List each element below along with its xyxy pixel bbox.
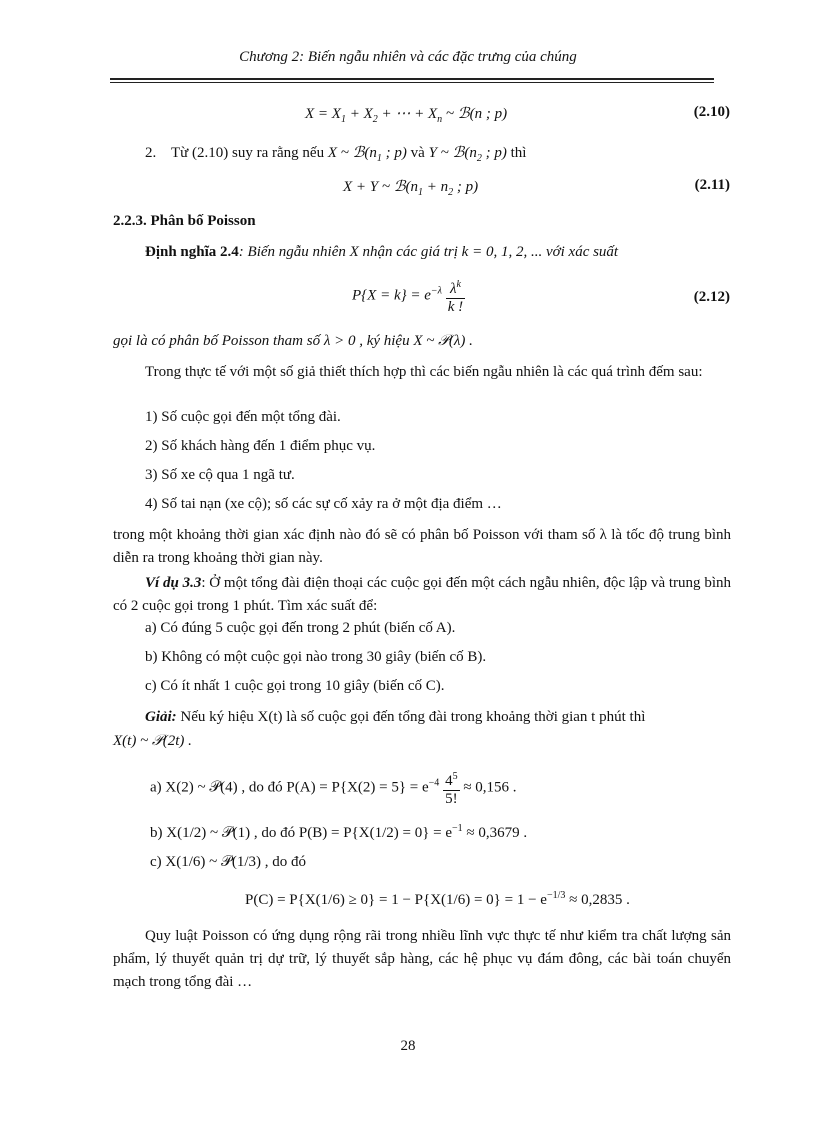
equation-number: (2.10) [693,104,730,120]
section-heading: 2.2.3. Phân bố Poisson [113,213,256,229]
equation-2-11: X + Y ~ $ℬ(n_1 + n_2$ ; p) [343,179,479,198]
solution-intro: Giải: Nếu ký hiệu X(t) là số cuộc gọi đến tổng đài trong khoảng thời gian t phút thì [145,709,646,725]
header-rule-thin [110,82,714,83]
example-item: b) Không có một cuộc gọi nào trong 30 giây (biến cố B). [145,649,487,665]
header-rule [110,78,714,80]
list-item: 4) Số tai nạn (xe cộ); số các sự cố xảy ra ở một địa điểm … [145,496,502,512]
definition-tail: gọi là có phân bố Poisson tham số λ > 0 , ký hiệu X ~ 𝒫(λ) . [113,333,473,349]
list-item: 1) Số cuộc gọi đến một tổng đài. [145,409,341,425]
equation-2-12: $P\{X = k\} = e^{-\lambda}$ $\frac{\lambda^k}{k !}$ [352,276,465,316]
solution-line: X(t) ~ 𝒫(2t) . [113,733,192,749]
equation-number: (2.11) [694,177,730,193]
solution-c: c) X(1/6) ~ 𝒫(1/3) , do đó [150,854,306,870]
list-item: 3) Số xe cộ qua 1 ngã tư. [145,467,295,483]
item-2: 2. Từ (2.10) suy ra rằng nếu X ~ $ℬ(n_1$ ; p) và Y ~ $ℬ(n_2$ ; p) thì [145,145,527,164]
closing-paragraph: Quy luật Poisson có ứng dụng rộng rãi trong nhiều lĩnh vực thực tế như kiểm tra chất lượng sản phẩm, lý thuyết quản trị dự trữ, lý thuyết sắp hàng, các hệ phục vụ đám đông, các bài toán chuyển mạch trong tổng đài … [113,928,731,990]
after-list-paragraph: trong một khoảng thời gian xác định nào đó sẽ có phân bố Poisson với tham số λ là tốc độ trung bình diễn ra trong khoảng thời gian này. [113,527,731,566]
solution-a: a) X(2) ~ 𝒫(4) , do đó $P(A) = P\{X(2) = 5\} = e^{-4}$ $\frac{4^5}{5!}$ ≈ 0,156 . [150,768,517,808]
equation-2-10: $X = X_1 + X_2$ + ⋯ + $X_n$ ~ ℬ(n ; p) [305,106,508,125]
example-3-3: Ví dụ 3.3: Ở một tổng đài điện thoại các cuộc gọi đến một cách ngẫu nhiên, độc lập và trung bình có 2 cuộc gọi trong 1 phút. Tìm xác suất để: [113,575,732,614]
running-header: Chương 2: Biến ngẫu nhiên và các đặc trưng của chúng [239,49,577,65]
solution-b: b) X(1/2) ~ 𝒫(1) , do đó $P(B) = P\{X(1/2) = 0\} = e^{-1} \approx 0,3679$ . [150,823,528,841]
definition-2-4: Định nghĩa 2.4: Biến ngẫu nhiên X nhận các giá trị k = 0, 1, 2, ... với xác suất [145,244,619,260]
intro-paragraph: Trong thực tế với một số giả thiết thích hợp thì các biến ngẫu nhiên là các quá trình đếm sau: [145,364,703,380]
example-item: c) Có ít nhất 1 cuộc gọi trong 10 giây (biến cố C). [145,678,445,694]
page-number: 28 [400,1038,416,1054]
equation-number: (2.12) [693,289,730,305]
example-item: a) Có đúng 5 cuộc gọi đến trong 2 phút (biến cố A). [145,620,456,636]
list-item: 2) Số khách hàng đến 1 điểm phục vụ. [145,438,376,454]
solution-c-equation: $P(C) = P\{X(1/6) \ge 0\} = 1 - P\{X(1/6) = 0\} = 1 - e^{-1/3} \approx 0,2835$ . [245,890,630,908]
